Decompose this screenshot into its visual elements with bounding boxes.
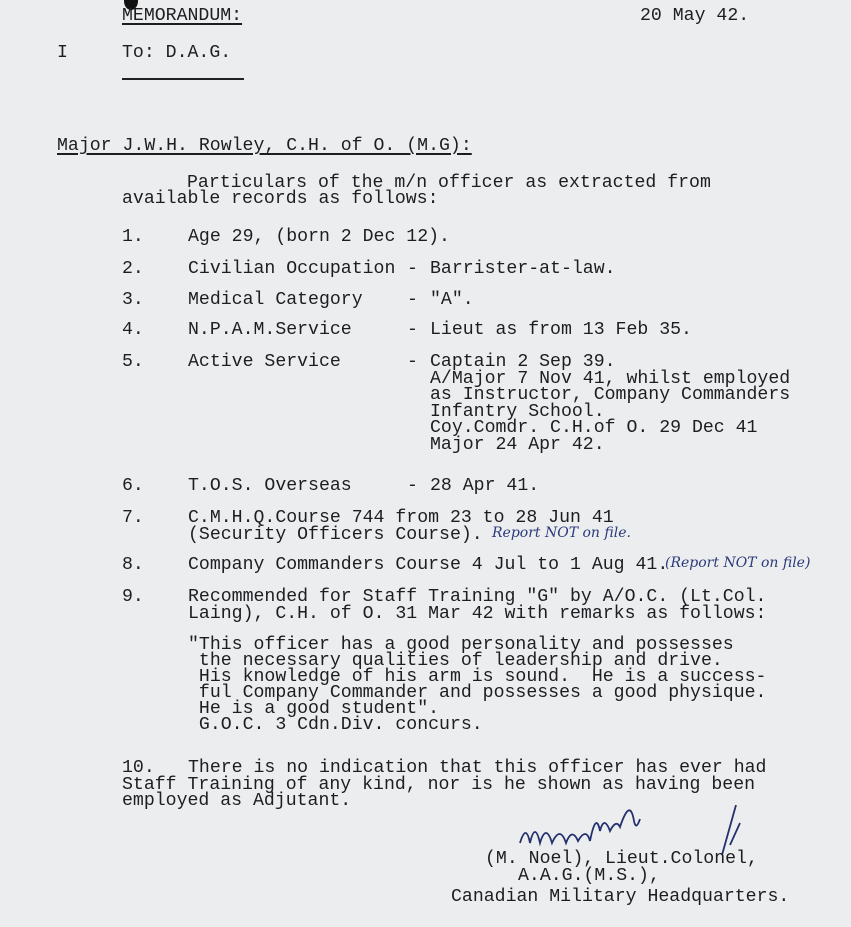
item-number: 4. [122, 320, 144, 340]
item-dash: - [407, 320, 418, 340]
item-dash: - [407, 290, 418, 310]
item-number: 1. [122, 227, 144, 247]
item-number: 9. [122, 587, 144, 607]
signature-name: (M. Noel), Lieut.Colonel, [485, 849, 758, 869]
handwritten-annotation: (Report NOT on file) [665, 555, 811, 571]
quote-line: G.O.C. 3 Cdn.Div. concurs. [188, 715, 483, 735]
memo-date: 20 May 42. [640, 6, 750, 26]
item-value: Barrister-at-law. [430, 259, 616, 279]
item-line: C.M.H.Q.Course 744 from 23 to 28 Jun 41 [188, 508, 614, 528]
item-line: Recommended for Staff Training "G" by A/O.C. (Lt.Col. [188, 587, 767, 607]
intro-line: Particulars of the m/n officer as extracted from [187, 173, 711, 193]
item-label: Civilian Occupation [188, 259, 396, 279]
item-label: T.O.S. Overseas [188, 476, 352, 496]
intro-line: available records as follows: [122, 189, 439, 209]
item-value: Major 24 Apr 42. [430, 434, 605, 455]
item-value: "A". [430, 290, 474, 310]
item-number: 5. [122, 352, 144, 372]
item-number: 10. [122, 758, 155, 778]
item-line: Staff Training of any kind, nor is he shown as having been [122, 774, 756, 795]
item-line: (Security Officers Course). [188, 524, 483, 545]
item-line: Laing), C.H. of O. 31 Mar 42 with remarks as follows: [188, 603, 767, 624]
item-label: Medical Category [188, 290, 363, 310]
handwritten-annotation: Report NOT on file. [492, 524, 631, 541]
item-label: Age 29, (born 2 Dec 12). [188, 227, 450, 247]
item-number: 6. [122, 476, 144, 496]
subject-heading: Major J.W.H. Rowley, C.H. of O. (M.G): [57, 136, 472, 156]
quote-line: His knowledge of his arm is sound. He is a success- [188, 667, 767, 687]
item-value: Captain 2 Sep 39. [430, 352, 616, 372]
item-value: 28 Apr 41. [430, 476, 540, 496]
marker: I [57, 43, 68, 63]
item-dash: - [407, 259, 418, 279]
item-line: Company Commanders Course 4 Jul to 1 Aug 41. [188, 555, 669, 575]
quote-line: "This officer has a good personality and possesses [188, 635, 734, 655]
item-label: Active Service [188, 352, 341, 372]
signature-org: Canadian Military Headquarters. [451, 887, 790, 907]
item-number: 8. [122, 555, 144, 575]
item-label: N.P.A.M.Service [188, 320, 352, 340]
item-number: 7. [122, 508, 144, 528]
quote-line: ful Company Commander and possesses a good physique. [188, 683, 767, 703]
item-value: Infantry School. [430, 401, 605, 422]
addressee: To: D.A.G. [122, 43, 232, 63]
quote-line: He is a good student". [188, 699, 440, 719]
item-number: 2. [122, 259, 144, 279]
item-dash: - [407, 352, 418, 372]
signature-title: A.A.G.(M.S.), [518, 866, 660, 886]
item-value: Lieut as from 13 Feb 35. [430, 320, 692, 340]
divider [122, 78, 244, 80]
item-dash: - [407, 476, 418, 496]
item-line: There is no indication that this officer has ever had [188, 758, 767, 778]
item-value: as Instructor, Company Commanders [430, 385, 791, 405]
quote-line: the necessary qualities of leadership and drive. [188, 651, 723, 671]
item-value: A/Major 7 Nov 41, whilst employed [430, 368, 791, 389]
memo-title: MEMORANDUM: [122, 6, 243, 26]
item-value: Coy.Comdr. C.H.of O. 29 Dec 41 [430, 418, 758, 438]
item-line: employed as Adjutant. [122, 791, 352, 811]
item-number: 3. [122, 290, 144, 310]
